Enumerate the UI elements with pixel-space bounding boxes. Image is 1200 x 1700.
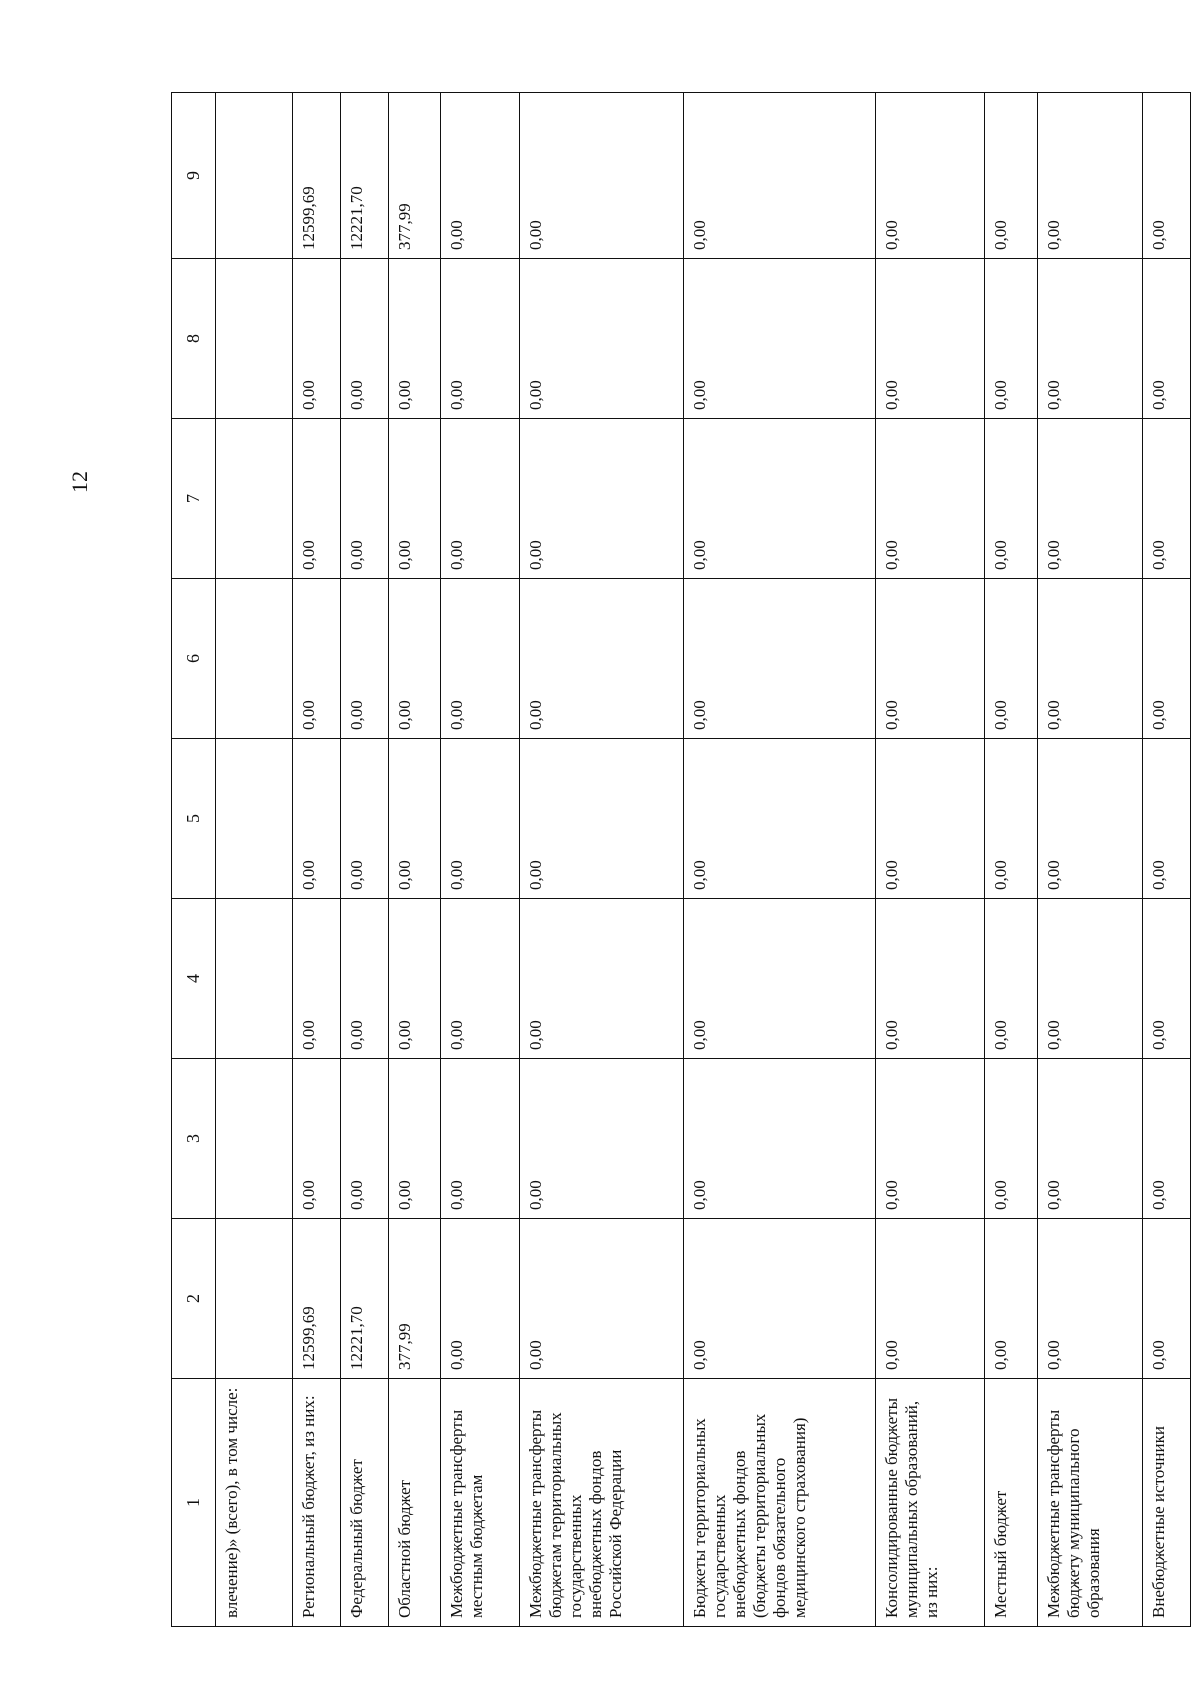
column-header: 9: [172, 93, 216, 259]
table-cell: 0,00: [441, 93, 520, 259]
budget-table: [171, 92, 1191, 1627]
header-row: [172, 93, 216, 1627]
table-cell: 0,00: [985, 1059, 1037, 1219]
table-cell: 0,00: [876, 419, 985, 579]
table-cell: 377,99: [388, 93, 440, 259]
table-row: [1142, 93, 1190, 1627]
table-cell: 0,00: [1142, 899, 1190, 1059]
table-cell: 0,00: [340, 259, 388, 419]
table-cell: 0,00: [388, 579, 440, 739]
table-cell: 0,00: [441, 579, 520, 739]
table-cell: 0,00: [1037, 1059, 1142, 1219]
table-cell: 0,00: [876, 579, 985, 739]
table-row: [1037, 93, 1142, 1627]
table-cell: 0,00: [388, 739, 440, 899]
table-cell: 0,00: [519, 259, 683, 419]
row-label: Областной бюджет: [388, 1379, 440, 1627]
table-cell: 0,00: [340, 1059, 388, 1219]
table-cell: 0,00: [340, 899, 388, 1059]
column-header: 6: [172, 579, 216, 739]
table-cell: 0,00: [1142, 1219, 1190, 1379]
table-cell: [216, 1219, 293, 1379]
table-cell: 0,00: [1037, 1219, 1142, 1379]
table-cell: 0,00: [441, 899, 520, 1059]
table-cell: 0,00: [340, 579, 388, 739]
table-cell: 0,00: [1142, 419, 1190, 579]
table-cell: 0,00: [1142, 579, 1190, 739]
table-row: [985, 93, 1037, 1627]
table-cell: 0,00: [519, 93, 683, 259]
table-cell: 0,00: [292, 739, 340, 899]
table-cell: 0,00: [1037, 899, 1142, 1059]
table-cell: 0,00: [519, 739, 683, 899]
table-cell: [216, 579, 293, 739]
table-cell: [216, 259, 293, 419]
column-header: 5: [172, 739, 216, 899]
table-row: [216, 93, 293, 1627]
table-cell: 0,00: [388, 419, 440, 579]
table-row: [388, 93, 440, 1627]
table-cell: 12221,70: [340, 1219, 388, 1379]
table-cell: 0,00: [876, 739, 985, 899]
table-cell: 0,00: [683, 899, 875, 1059]
row-label: Межбюджетные трансферты местным бюджетам: [441, 1379, 520, 1627]
column-header: 8: [172, 259, 216, 419]
table-cell: 0,00: [1037, 259, 1142, 419]
table-cell: [216, 93, 293, 259]
table-cell: [216, 1059, 293, 1219]
table-cell: 0,00: [985, 739, 1037, 899]
table-cell: 12599,69: [292, 1219, 340, 1379]
table-cell: 0,00: [292, 1059, 340, 1219]
column-header: 2: [172, 1219, 216, 1379]
table-cell: 0,00: [683, 579, 875, 739]
table-cell: 0,00: [388, 899, 440, 1059]
table-cell: 0,00: [441, 419, 520, 579]
row-label: Консолидированные бюджеты муниципальных образований, из них:: [876, 1379, 985, 1627]
table-row: [292, 93, 340, 1627]
table-cell: 12599,69: [292, 93, 340, 259]
table-cell: 0,00: [683, 739, 875, 899]
table-row: [340, 93, 388, 1627]
rotated-table-container: [171, 93, 1191, 1627]
table-cell: 0,00: [683, 259, 875, 419]
table-cell: 0,00: [1142, 93, 1190, 259]
table-cell: 0,00: [985, 579, 1037, 739]
column-header: 7: [172, 419, 216, 579]
table-cell: 0,00: [985, 419, 1037, 579]
table-cell: 0,00: [519, 1059, 683, 1219]
table-cell: 0,00: [683, 1059, 875, 1219]
table-cell: 0,00: [876, 1059, 985, 1219]
row-label: Региональный бюджет, из них:: [292, 1379, 340, 1627]
table-cell: 0,00: [1037, 93, 1142, 259]
row-label: Местный бюджет: [985, 1379, 1037, 1627]
table-cell: 0,00: [985, 899, 1037, 1059]
column-header: 4: [172, 899, 216, 1059]
table-cell: 0,00: [1037, 419, 1142, 579]
table-cell: 0,00: [876, 1219, 985, 1379]
row-label: влечение)» (всего), в том числе:: [216, 1379, 293, 1627]
table-cell: 0,00: [1037, 579, 1142, 739]
table-cell: 0,00: [519, 419, 683, 579]
row-label: Межбюджетные трансферты бюджету муниципального образования: [1037, 1379, 1142, 1627]
table-row: [441, 93, 520, 1627]
table-cell: 0,00: [1142, 259, 1190, 419]
table-cell: 0,00: [340, 419, 388, 579]
table-cell: 0,00: [1037, 739, 1142, 899]
table-cell: 0,00: [519, 899, 683, 1059]
table-cell: 0,00: [683, 93, 875, 259]
table-cell: 0,00: [1142, 1059, 1190, 1219]
table-cell: 0,00: [519, 579, 683, 739]
table-row: [876, 93, 985, 1627]
table-row: [683, 93, 875, 1627]
table-cell: 0,00: [441, 739, 520, 899]
row-label: Внебюджетные источники: [1142, 1379, 1190, 1627]
table-row: [519, 93, 683, 1627]
table-cell: 0,00: [876, 259, 985, 419]
table-cell: 377,99: [388, 1219, 440, 1379]
table-cell: 0,00: [441, 1219, 520, 1379]
column-header: 3: [172, 1059, 216, 1219]
table-cell: 0,00: [985, 1219, 1037, 1379]
table-cell: 0,00: [441, 259, 520, 419]
table-cell: 0,00: [292, 259, 340, 419]
table-cell: [216, 419, 293, 579]
table-cell: 0,00: [1142, 739, 1190, 899]
table-cell: [216, 739, 293, 899]
row-label: Федеральный бюджет: [340, 1379, 388, 1627]
table-cell: 0,00: [683, 419, 875, 579]
table-cell: 0,00: [340, 739, 388, 899]
table-cell: 0,00: [292, 419, 340, 579]
table-cell: [216, 899, 293, 1059]
table-cell: 0,00: [519, 1219, 683, 1379]
table-cell: 0,00: [292, 899, 340, 1059]
row-label: Бюджеты территориальных государственных внебюджетных фондов (бюджеты территориальных фондов обязательного медицинского страхования): [683, 1379, 875, 1627]
table-cell: 0,00: [441, 1059, 520, 1219]
table-cell: 12221,70: [340, 93, 388, 259]
table-cell: 0,00: [388, 259, 440, 419]
table-cell: 0,00: [985, 93, 1037, 259]
column-header: 1: [172, 1379, 216, 1627]
page-number: 12: [67, 471, 92, 493]
table-cell: 0,00: [292, 579, 340, 739]
table-cell: 0,00: [388, 1059, 440, 1219]
table-cell: 0,00: [985, 259, 1037, 419]
table-cell: 0,00: [876, 899, 985, 1059]
row-label: Межбюджетные трансферты бюджетам территориальных государственных внебюджетных фондов Российской Федерации: [519, 1379, 683, 1627]
table-cell: 0,00: [876, 93, 985, 259]
table-cell: 0,00: [683, 1219, 875, 1379]
